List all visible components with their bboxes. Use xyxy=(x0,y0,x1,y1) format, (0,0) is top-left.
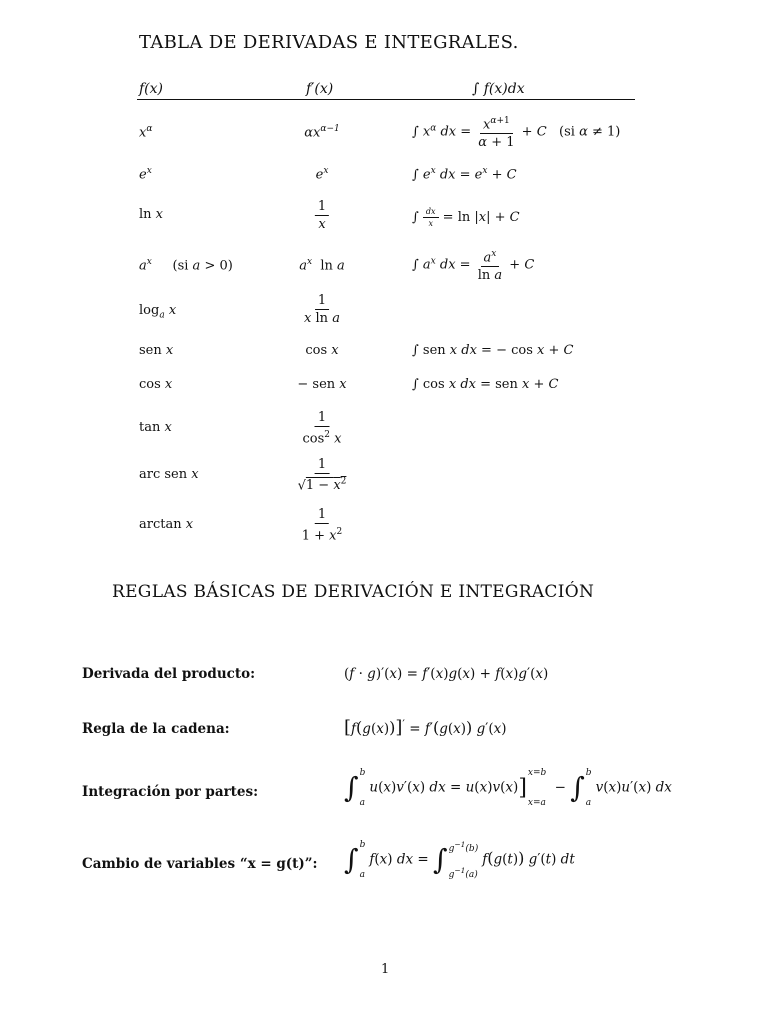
header-fprime: f′(x) xyxy=(306,81,334,97)
function-cell: ln x xyxy=(139,207,164,222)
header-rule xyxy=(137,99,635,100)
derivative-cell: cos x xyxy=(305,343,339,358)
header-fx: f(x) xyxy=(139,81,164,97)
derivative-cell: $e^x$ xyxy=(315,166,329,183)
derivative-cell: $\alpha x^{\alpha-1}$ xyxy=(304,124,340,141)
header-integral: ∫ f(x)dx xyxy=(472,81,525,97)
rule-formula-product: (f · g)′(x) = f′(x)g(x) + f(x)g′(x) xyxy=(344,666,549,682)
derivative-cell: $\frac{1}{√1 - x^2}$ xyxy=(297,457,347,494)
rule-label-parts: Integración por partes: xyxy=(82,784,259,800)
rules-title: REGLAS BÁSICAS DE DERIVACIÓN E INTEGRACIÓN xyxy=(112,582,595,602)
function-cell: tan x xyxy=(139,420,172,435)
integral-cell: ∫ $\frac{dx}{x}$ = ln |x| + C xyxy=(412,207,520,228)
function-cell: sen x xyxy=(139,343,174,358)
function-cell: arc sen x xyxy=(139,467,199,482)
function-cell: $x^\alpha$ xyxy=(139,124,153,141)
rule-formula-change: ∫ b a f(x) dx = ∫ $g^{-1}(b)$ $g^{-1}(a)$ f(g(t)) g′(t) dt xyxy=(344,840,575,880)
table-title: TABLA DE DERIVADAS E INTEGRALES. xyxy=(139,32,519,53)
integral-cell: ∫ cos x dx = sen x + C xyxy=(412,377,559,392)
rule-label-change: Cambio de variables “x = g(t)”: xyxy=(82,856,318,872)
derivative-cell: $a^x$ ln a xyxy=(299,257,345,274)
rule-label-chain: Regla de la cadena: xyxy=(82,721,230,737)
derivative-cell: $\frac{1}{\text{x ln a}}$ xyxy=(304,293,340,326)
integral-cell: ∫ $a^x$ dx = $\frac{a^x}{\text{ln a}}$ + C xyxy=(412,249,535,284)
derivative-cell: $\frac{1}{x}$ xyxy=(315,199,329,232)
function-cell: cos x xyxy=(139,377,173,392)
rule-label-product: Derivada del producto: xyxy=(82,666,256,682)
rule-formula-parts: ∫ b a u(x)v′(x) dx = u(x)v(x)] x=b x=a − ∫ b a v(x)u′(x) dx xyxy=(344,768,672,808)
derivative-cell: $\frac{1}{1 + x^2}$ xyxy=(301,507,343,544)
derivative-cell: − sen x xyxy=(297,377,347,392)
function-cell: arctan x xyxy=(139,517,194,532)
function-cell: $e^x$ xyxy=(139,166,152,183)
derivative-cell: $\frac{1}{\cos^2 x}$ xyxy=(302,410,342,447)
function-cell: $\log_a x$ xyxy=(139,303,177,321)
integral-cell: ∫ $x^\alpha$ dx = $\frac{x^{\alpha+1}}{\alpha + 1}$ + C (si α ≠ 1) xyxy=(412,116,621,151)
rule-formula-chain: [f(g(x))]′ = f′(g(x)) g′(x) xyxy=(344,717,507,738)
function-cell: $a^x$ (si a > 0) xyxy=(139,257,233,274)
integral-cell: ∫ sen x dx = − cos x + C xyxy=(412,343,574,358)
integral-cell: ∫ $e^x$ dx = $e^x + C$ xyxy=(412,166,517,183)
page-number: 1 xyxy=(381,962,390,977)
